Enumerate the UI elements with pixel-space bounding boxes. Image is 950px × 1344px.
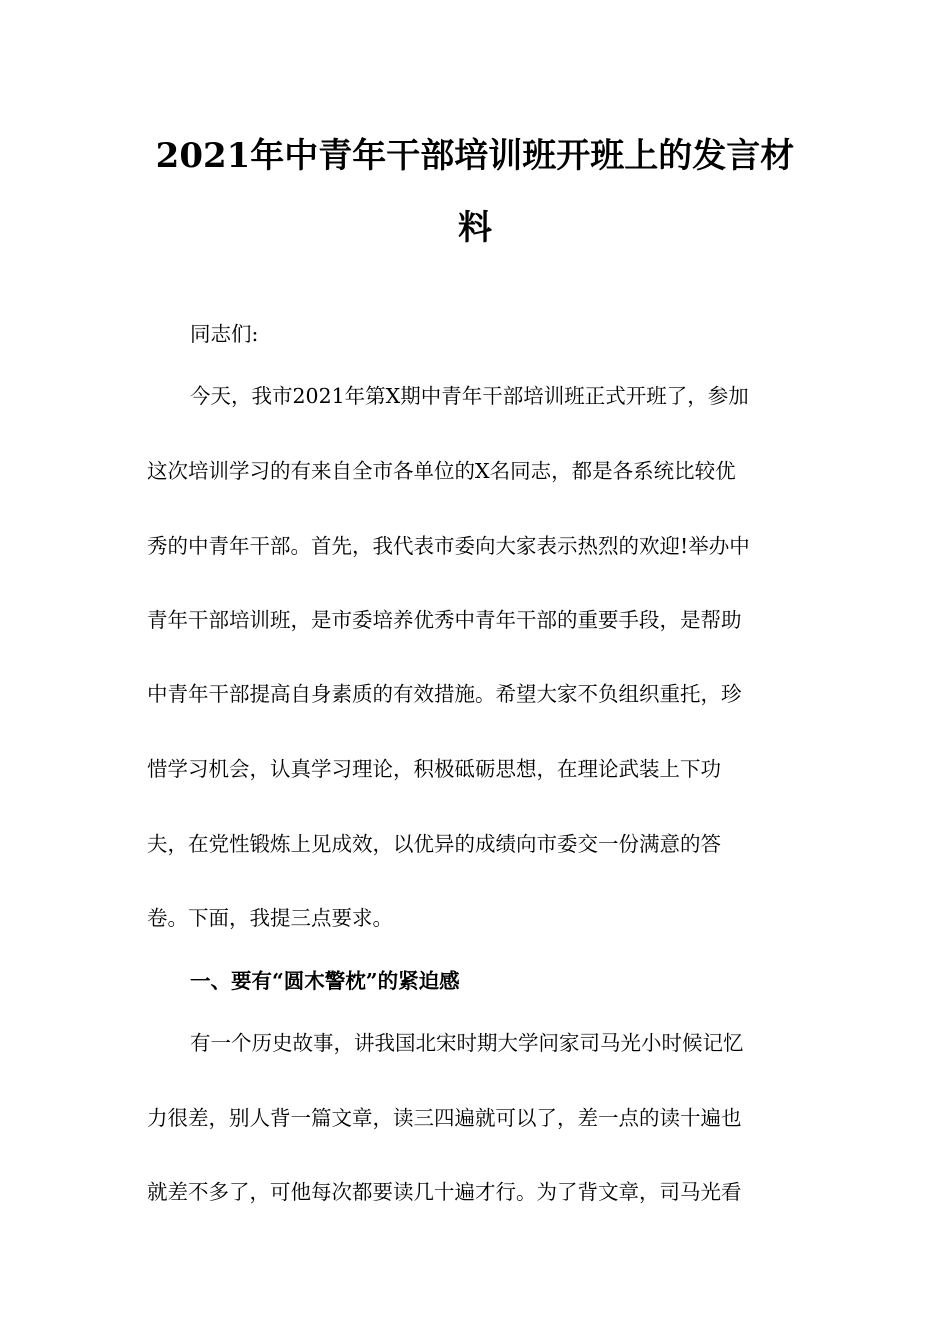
body-line: 秀的中青年干部。首先，我代表市委向大家表示热烈的欢迎!举办中	[147, 534, 750, 558]
body-line: 青年干部培训班，是市委培养优秀中青年干部的重要手段，是帮助	[147, 608, 742, 632]
body-line: 就差不多了，可他每次都要读几十遍才行。为了背文章，司马光看	[147, 1180, 742, 1204]
salutation: 同志们:	[190, 322, 259, 346]
document-title-line-2: 料	[458, 208, 492, 248]
body-line: 力很差，别人背一篇文章，读三四遍就可以了，差一点的读十遍也	[147, 1106, 742, 1130]
section-heading: 一、要有“圆木警枕”的紧迫感	[190, 969, 460, 993]
body-line: 夫，在党性锻炼上见成效，以优异的成绩向市委交一份满意的答	[147, 832, 721, 856]
body-line: 有一个历史故事，讲我国北宋时期大学问家司马光小时候记忆	[190, 1031, 744, 1055]
body-line: 今天，我市2021年第X期中青年干部培训班正式开班了，参加	[190, 384, 749, 408]
body-line: 这次培训学习的有来自全市各单位的X名同志，都是各系统比较优	[147, 459, 736, 483]
document-title-line-1: 2021年中青年干部培训班开班上的发言材	[155, 136, 795, 176]
body-line: 卷。下面，我提三点要求。	[147, 906, 393, 930]
body-line: 惜学习机会，认真学习理论，积极砥砺思想，在理论武装上下功	[147, 757, 721, 781]
body-line: 中青年干部提高自身素质的有效措施。希望大家不负组织重托，珍	[147, 682, 742, 706]
